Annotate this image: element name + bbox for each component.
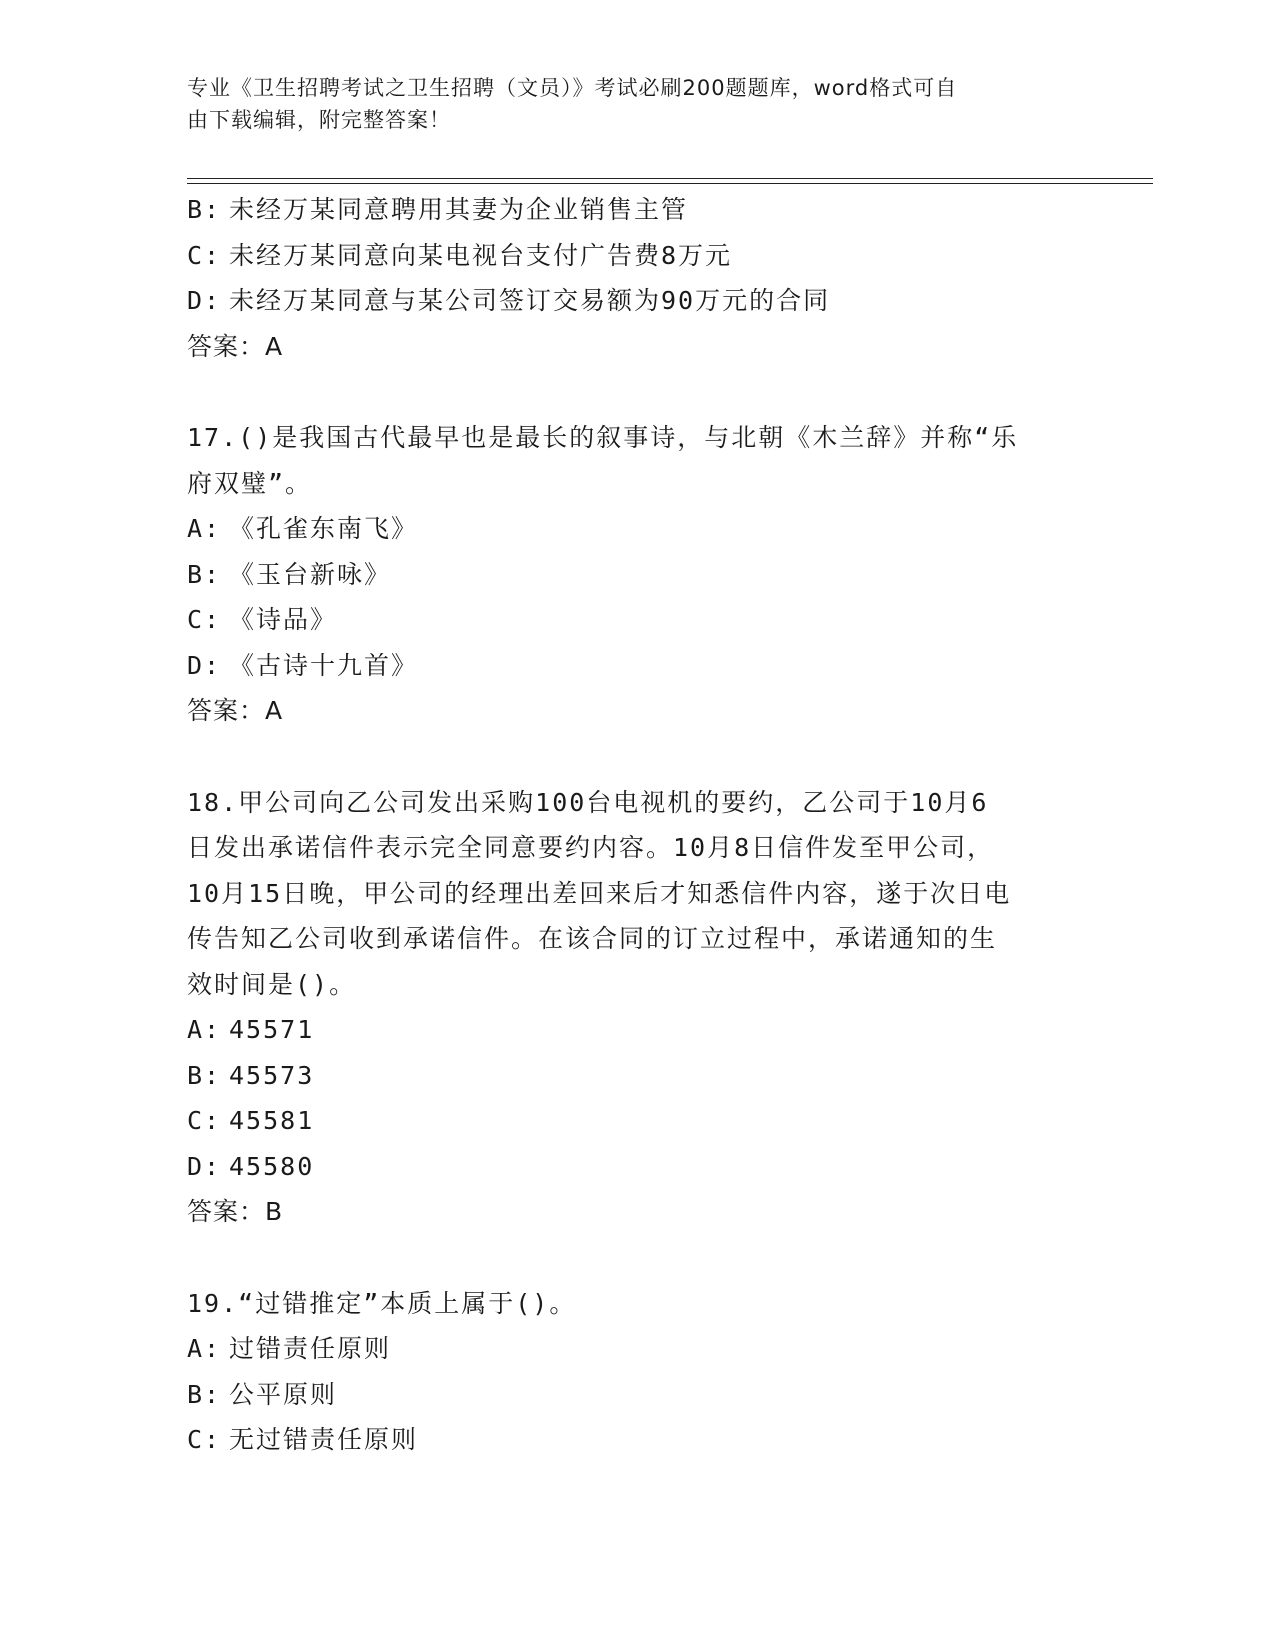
option-d [187,643,1087,689]
option-text: 45581 [229,1106,315,1135]
option-c [187,1098,1087,1144]
option-text: 无过错责任原则 [229,1425,419,1454]
option-key: A: [187,1334,222,1363]
question-stem: 10月15日晚，甲公司的经理出差回来后才知悉信件内容，遂于次日电 [187,878,1012,908]
question-content [187,187,1087,1463]
option-text: 公平原则 [229,1379,338,1409]
question-stem: 传告知乙公司收到承诺信件。在该合同的订立过程中，承诺通知的生 [187,924,998,953]
question-stem: 日发出承诺信件表示完全同意要约内容。10月8日信件发至甲公司， [187,833,995,862]
header-line-1: 专业《卫生招聘考试之卫生招聘（文员）》考试必刷200题题库，word格式可自 [187,76,958,100]
option-key: C: [187,240,222,270]
option-d [187,1144,1087,1190]
option-text: 45580 [229,1151,315,1181]
option-text: 45573 [229,1060,315,1090]
question-18 [187,780,1087,1235]
option-key: A: [187,1015,222,1044]
answer-line: 答案：A [187,331,284,361]
question-stem: 效时间是()。 [187,969,357,999]
option-b [187,1372,1087,1418]
option-key: C: [187,1106,222,1135]
option-a [187,1007,1087,1053]
spacer [187,369,1087,415]
option-text: 未经万某同意聘用其妻为企业销售主管 [229,195,689,224]
document-header [187,72,1067,136]
question-stem: 18.甲公司向乙公司发出采购100台电视机的要约，乙公司于10月6 [187,787,989,817]
option-text: 45571 [229,1015,315,1044]
option-key: D: [187,286,222,315]
option-key: A: [187,514,222,543]
question-stem: 17.()是我国古代最早也是最长的叙事诗，与北朝《木兰辞》并称“乐 [187,423,1019,452]
header-divider-bottom [187,183,1153,184]
question-stem: 府双璧”。 [187,468,313,498]
option-text: 《诗品》 [229,605,338,634]
option-c [187,1417,1087,1463]
header-divider-top [187,178,1153,179]
option-key: B: [187,1060,222,1090]
option-text: 《孔雀东南飞》 [229,514,419,543]
option-key: D: [187,650,222,680]
option-key: C: [187,605,222,634]
answer-line: 答案：B [187,1197,284,1226]
option-c [187,233,1087,279]
question-16-tail [187,187,1087,369]
option-b [187,1053,1087,1099]
spacer [187,734,1087,780]
option-text: 未经万某同意与某公司签订交易额为90万元的合同 [229,286,831,315]
option-key: C: [187,1425,222,1454]
option-key: B: [187,195,222,224]
option-text: 未经万某同意向某电视台支付广告费8万元 [229,240,733,270]
option-text: 过错责任原则 [229,1334,392,1363]
spacer [187,1235,1087,1281]
option-key: B: [187,1379,222,1409]
option-text: 《玉台新咏》 [229,559,392,589]
option-key: D: [187,1151,222,1181]
option-key: B: [187,559,222,589]
header-line-2: 由下载编辑，附完整答案！ [187,108,451,132]
option-b [187,552,1087,598]
option-d [187,278,1087,324]
option-a [187,506,1087,552]
question-17 [187,415,1087,734]
option-b [187,187,1087,233]
option-text: 《古诗十九首》 [229,650,419,680]
option-c [187,597,1087,643]
question-19 [187,1281,1087,1463]
option-a [187,1326,1087,1372]
question-stem: 19.“过错推定”本质上属于()。 [187,1288,577,1318]
answer-line: 答案：A [187,696,284,725]
